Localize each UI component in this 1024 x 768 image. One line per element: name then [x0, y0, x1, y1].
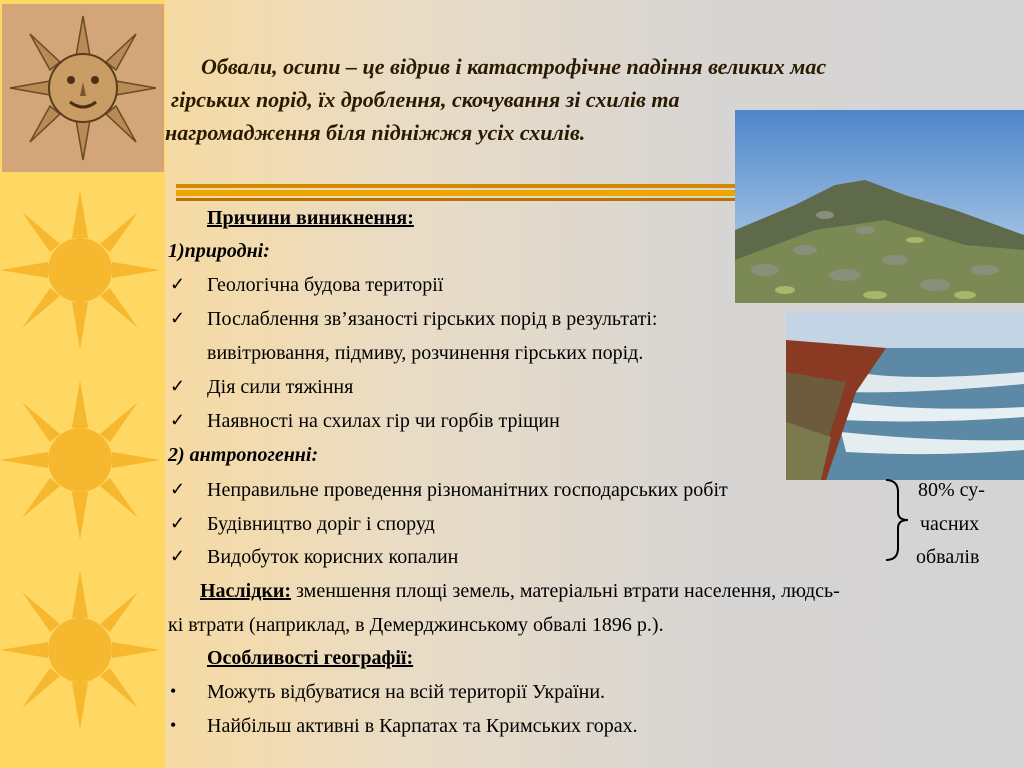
natural-item-2: Послаблення зв’язаності гірських порід в результаті:: [207, 308, 658, 330]
bullet-icon: •: [170, 681, 177, 701]
checkmark-icon: ✓: [170, 513, 186, 533]
causes-heading: Причини виникнення:: [207, 207, 414, 229]
consequences-label: Наслідки:: [200, 580, 292, 602]
natural-causes-label: 1)природні:: [168, 240, 270, 262]
brace-note-line-2: часних: [920, 513, 980, 535]
anthropogenic-item-3: Видобуток корисних копалин: [207, 546, 459, 568]
title-line-3: нагромадження біля підніжжя усіх схилів.: [165, 120, 586, 145]
coastal-cliff-photo: [786, 312, 1024, 480]
consequences-line-1: [200, 580, 840, 602]
checkmark-icon: ✓: [170, 308, 186, 328]
natural-item-1: Геологічна будова території: [207, 274, 444, 296]
consequences-text-1: зменшення площі земель, матеріальні втрати населення, людсь-: [296, 580, 840, 602]
bullet-icon: •: [170, 715, 177, 735]
sun-icon: [0, 180, 160, 360]
title-divider: [176, 182, 771, 202]
brace-note-line-3: обвалів: [916, 546, 980, 568]
sun-face-image: [2, 4, 164, 172]
sun-icon: [0, 560, 160, 740]
checkmark-icon: ✓: [170, 546, 186, 566]
anthropogenic-item-1: Неправильне проведення різноманітних господарських робіт: [207, 479, 728, 501]
checkmark-icon: ✓: [170, 410, 186, 430]
brace-note-line-1: 80% су-: [918, 479, 985, 501]
decorative-side-strip: [0, 0, 165, 768]
consequences-text-2: кі втрати (наприклад, в Демерджинському обвалі 1896 р.).: [168, 614, 664, 636]
curly-brace: [882, 478, 912, 562]
anthropogenic-causes-label: 2) антропогенні:: [168, 444, 319, 466]
geography-item-2: Найбільш активні в Карпатах та Кримських горах.: [207, 715, 638, 737]
natural-item-4: Наявності на схилах гір чи горбів тріщин: [207, 410, 560, 432]
rocky-slope-photo: [735, 110, 1024, 303]
anthropogenic-item-2: Будівництво доріг і споруд: [207, 513, 435, 535]
checkmark-icon: ✓: [170, 479, 186, 499]
sun-face-icon: [2, 4, 164, 172]
natural-item-3: Дія сили тяжіння: [207, 376, 354, 398]
title-line-1: Обвали, осипи – це відрив і катастрофічне падіння великих мас: [201, 54, 827, 79]
geography-item-1: Можуть відбуватися на всій території України.: [207, 681, 606, 703]
sun-icon: [0, 370, 160, 550]
natural-item-2-continued: вивітрювання, підмиву, розчинення гірських порід.: [207, 342, 644, 364]
geography-heading: Особливості географії:: [207, 647, 414, 669]
checkmark-icon: ✓: [170, 274, 186, 294]
checkmark-icon: ✓: [170, 376, 186, 396]
title-line-2: гірських порід, їх дроблення, скочування зі схилів та: [171, 87, 680, 112]
